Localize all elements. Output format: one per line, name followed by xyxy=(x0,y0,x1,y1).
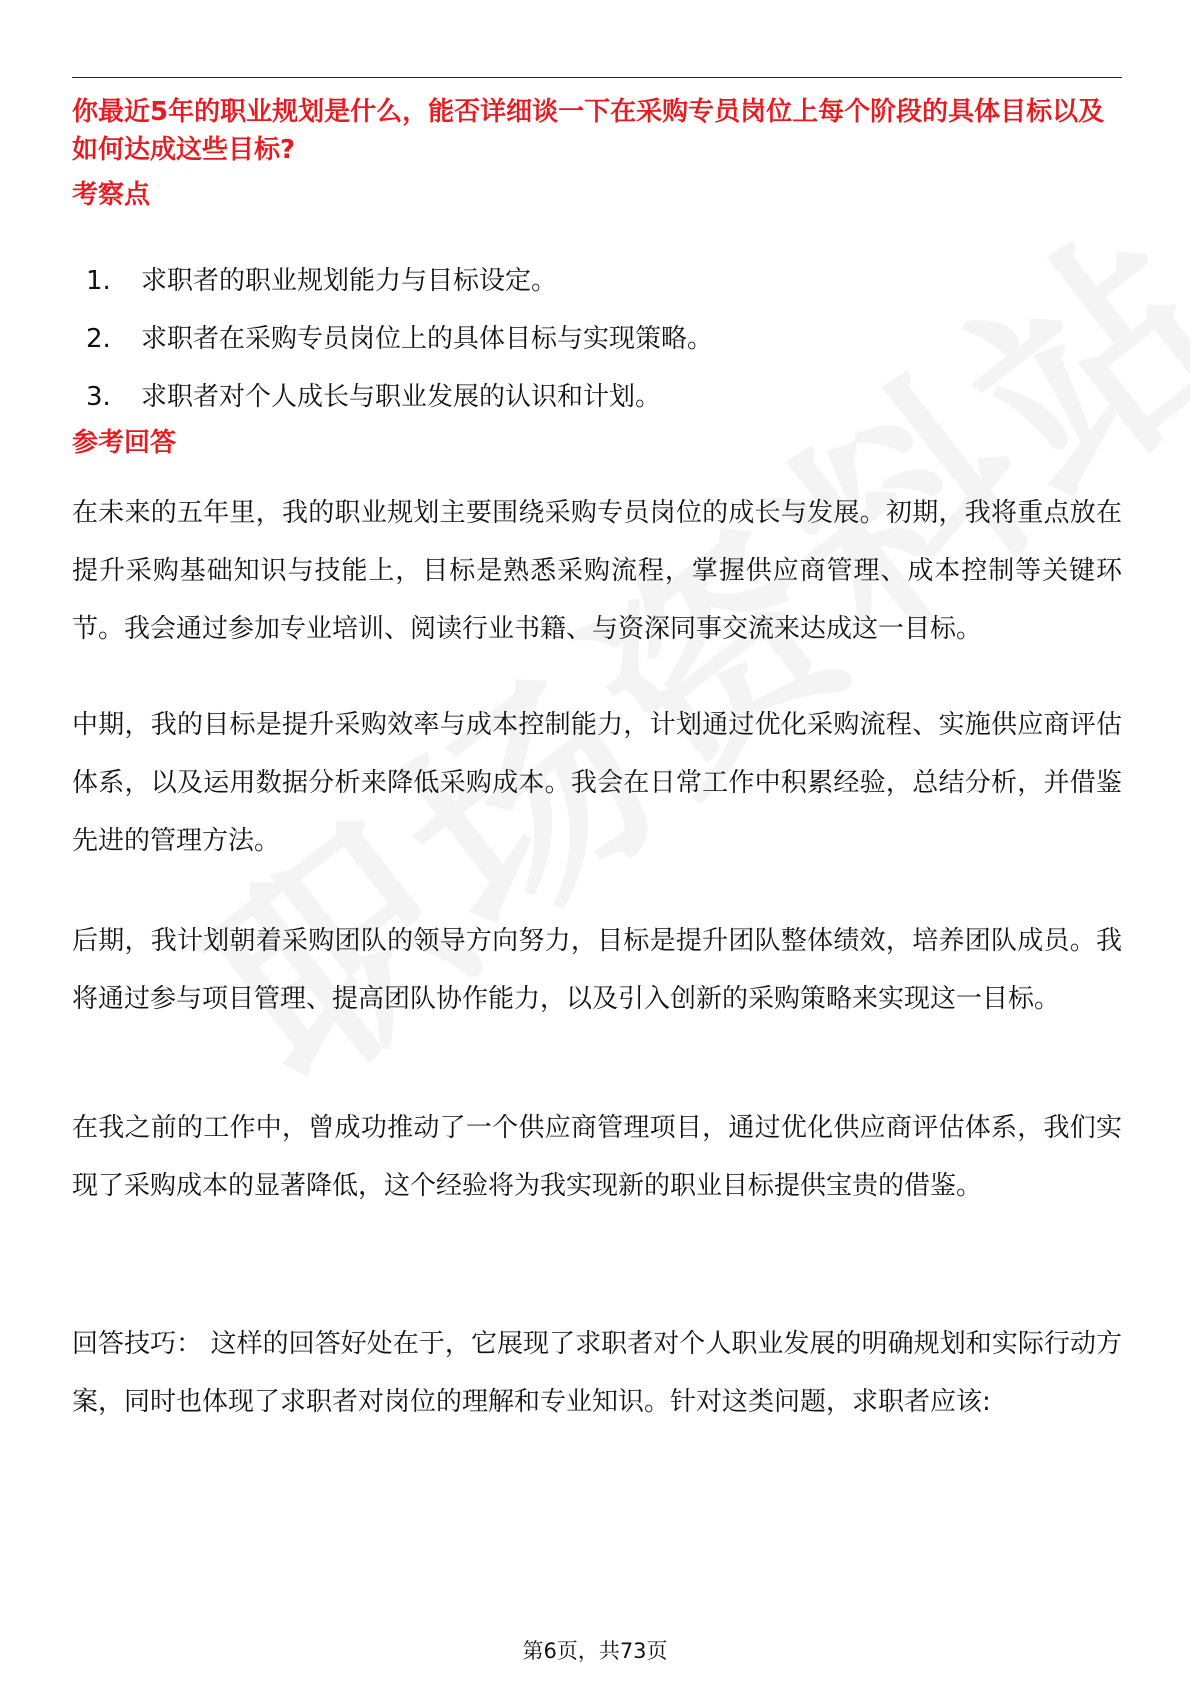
list-item xyxy=(72,264,1112,322)
list-item xyxy=(72,380,1112,438)
answer-paragraph-3: 后期，我计划朝着采购团队的领导方向努力，目标是提升团队整体绩效，培养团队成员。我将通过参与项目管理、提高团队协作能力，以及引入创新的采购策略来实现这一目标。 xyxy=(72,926,1122,1014)
top-divider xyxy=(72,77,1122,78)
answer-section-title: 参考回答 xyxy=(72,428,177,458)
answer-tips-paragraph: 回答技巧： 这样的回答好处在于，它展现了求职者对个人职业发展的明确规划和实际行动方案，同时也体现了求职者对岗位的理解和专业知识。针对这类问题，求职者应该: xyxy=(72,1329,1122,1417)
list-item-number: 2. xyxy=(86,324,111,354)
list-item-number: 3. xyxy=(86,382,111,412)
list-item-number: 1. xyxy=(86,266,111,296)
question-heading: 你最近5年的职业规划是什么，能否详细谈一下在采购专员岗位上每个阶段的具体目标以及如何达成这些目标? xyxy=(72,97,1105,165)
list-item-text: 求职者的职业规划能力与目标设定。 xyxy=(141,266,558,296)
list-item xyxy=(72,322,1112,380)
page-number: 第6页，共73页 xyxy=(522,1639,668,1663)
answer-paragraph-1: 在未来的五年里，我的职业规划主要围绕采购专员岗位的成长与发展。初期，我将重点放在提升采购基础知识与技能上，目标是熟悉采购流程，掌握供应商管理、成本控制等关键环节。我会通过参加专业培训、阅读行业书籍、与资深同事交流来达成这一目标。 xyxy=(72,498,1122,644)
list-item-text: 求职者对个人成长与职业发展的认识和计划。 xyxy=(141,382,662,412)
points-list xyxy=(72,264,1112,438)
points-section-title: 考察点 xyxy=(72,180,151,210)
answer-paragraph-4: 在我之前的工作中，曾成功推动了一个供应商管理项目，通过优化供应商评估体系，我们实现了采购成本的显著降低，这个经验将为我实现新的职业目标提供宝贵的借鉴。 xyxy=(72,1113,1122,1201)
list-item-text: 求职者在采购专员岗位上的具体目标与实现策略。 xyxy=(141,324,714,354)
answer-paragraph-2: 中期，我的目标是提升采购效率与成本控制能力，计划通过优化采购流程、实施供应商评估体系，以及运用数据分析来降低采购成本。我会在日常工作中积累经验，总结分析，并借鉴先进的管理方法。 xyxy=(72,710,1122,856)
